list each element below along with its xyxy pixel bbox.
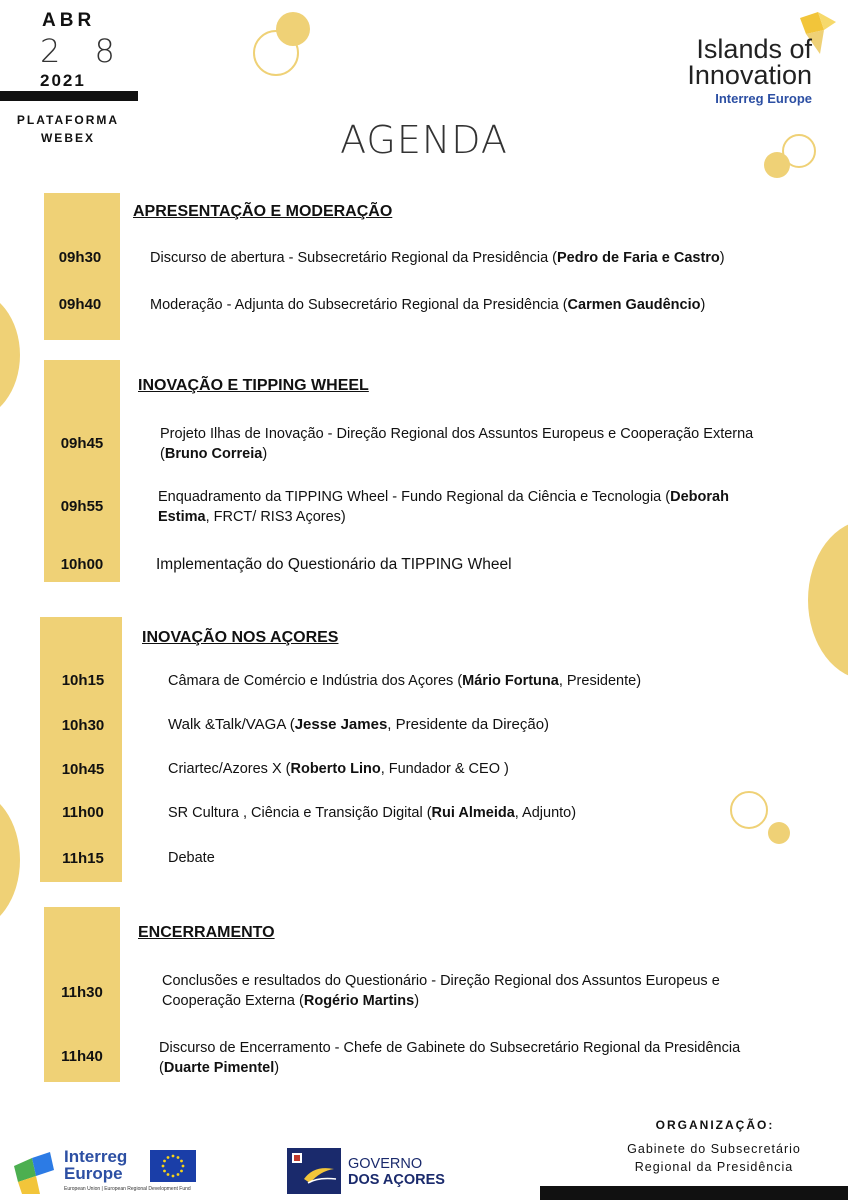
- brand-subtitle: Interreg Europe: [715, 91, 812, 106]
- section-time-column: [44, 360, 120, 582]
- agenda-time: 11h00: [62, 804, 104, 821]
- agenda-description: Discurso de Encerramento - Chefe de Gabinete do Subsecretário Regional da Presidência (Duarte Pimentel): [159, 1040, 741, 1076]
- date-year: 2021: [40, 71, 86, 90]
- agenda-time: 09h55: [60, 498, 104, 515]
- agenda-description: Conclusões e resultados do Questionário - Direção Regional dos Assuntos Europeus e Cooperação Externa (Rogério Martins): [162, 973, 720, 1009]
- section-time-column: [44, 193, 120, 340]
- date-month: ABR: [42, 10, 96, 31]
- footer-bar: [540, 1186, 848, 1200]
- platform-label: PLATAFORMA WEBEX: [16, 113, 120, 145]
- decor-circle: [768, 822, 790, 844]
- decor-half-circle-left: [0, 790, 20, 930]
- interreg-logo-text: Interreg Europe: [64, 1147, 128, 1183]
- agenda-description: Walk &Talk/VAGA (Jesse James, Presidente da Direção): [168, 716, 550, 733]
- interreg-mark-icon: [10, 1148, 62, 1196]
- section-title: ENCERRAMENTO: [138, 924, 275, 941]
- agenda-description: Projeto Ilhas de Inovação - Direção Regional dos Assuntos Europeus e Cooperação Externa (Bruno Correia): [160, 426, 754, 462]
- agenda-description: Câmara de Comércio e Indústria dos Açores (Mário Fortuna, Presidente): [168, 673, 642, 689]
- agenda-time: 10h00: [60, 556, 104, 573]
- eu-flag-icon: [150, 1150, 196, 1182]
- agenda-description: Debate: [168, 850, 215, 866]
- agenda-time: 09h30: [58, 249, 102, 266]
- gov-emblem-icon: [287, 1148, 341, 1194]
- agenda-time: 10h45: [61, 761, 105, 778]
- brand-title-line1: Islands of: [696, 34, 812, 64]
- brand-title-line2: Innovation: [687, 60, 812, 90]
- agenda-time: 10h15: [61, 672, 105, 689]
- agenda-time: 11h30: [61, 984, 103, 1001]
- section-time-column: [40, 617, 122, 882]
- section-title: APRESENTAÇÃO E MODERAÇÃO: [133, 203, 393, 220]
- agenda-description: Discurso de abertura - Subsecretário Regional da Presidência (Pedro de Faria e Castro): [150, 250, 725, 266]
- agenda-time: 09h45: [60, 435, 104, 452]
- gov-logo-text: GOVERNO DOS AÇORES: [348, 1156, 445, 1188]
- date-day: 2 8: [40, 32, 127, 70]
- page-title: AGENDA: [340, 118, 508, 162]
- agenda-description: Implementação do Questionário da TIPPING Wheel: [156, 556, 512, 573]
- section-title: INOVAÇÃO E TIPPING WHEEL: [138, 377, 369, 394]
- organization-text: Gabinete do Subsecretário Regional da Presidência: [627, 1142, 801, 1174]
- agenda-time: 11h15: [62, 850, 104, 867]
- agenda-description: Moderação - Adjunta do Subsecretário Regional da Presidência (Carmen Gaudêncio): [150, 297, 706, 313]
- agenda-description: SR Cultura , Ciência e Transição Digital (Rui Almeida, Adjunto): [168, 805, 577, 821]
- agenda-description: Criartec/Azores X (Roberto Lino, Fundador & CEO ): [168, 761, 509, 777]
- decor-half-circle-right: [808, 520, 848, 680]
- agenda-time: 10h30: [61, 717, 105, 734]
- decor-half-circle-left: [0, 290, 20, 420]
- decor-ring: [253, 30, 299, 76]
- date-bar: [0, 91, 138, 101]
- section-title: INOVAÇÃO NOS AÇORES: [142, 629, 339, 646]
- organization-title: ORGANIZAÇÃO:: [655, 1118, 775, 1132]
- agenda-description: Enquadramento da TIPPING Wheel - Fundo Regional da Ciência e Tecnologia (Deborah Estima, FRCT/ RIS3 Açores): [158, 489, 729, 525]
- interreg-logo-caption: European Union | European Regional Development Fund: [64, 1186, 191, 1192]
- agenda-time: 09h40: [58, 296, 102, 313]
- agenda-time: 11h40: [61, 1048, 103, 1065]
